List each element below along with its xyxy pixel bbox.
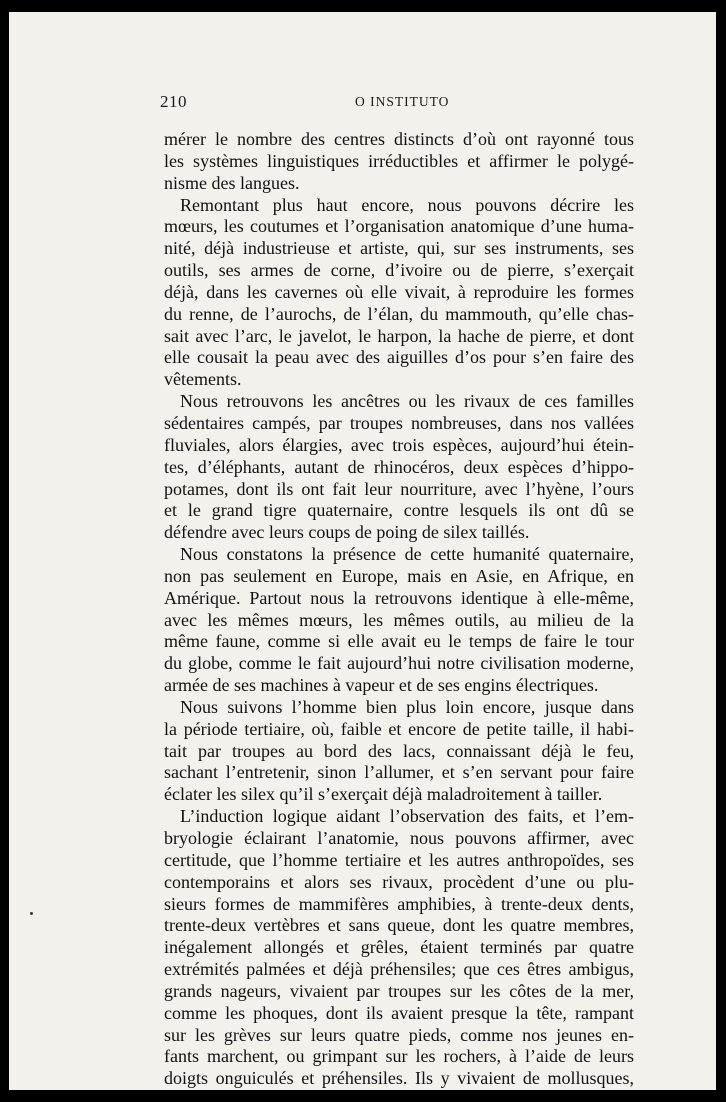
page-number: 210 bbox=[160, 92, 187, 111]
text-line: contemporains et alors ses rivaux, procèdent d’une ou plu- bbox=[164, 871, 634, 892]
text-line: trente-deux vertèbres et sans queue, dont les quatre membres, bbox=[164, 915, 634, 936]
text-line: Remontant plus haut encore, nous pouvons décrire les bbox=[180, 194, 634, 215]
text-line: certitude, que l’homme tertiaire et les autres anthropoïdes, ses bbox=[164, 849, 634, 870]
text-line: défendre avec leurs coups de poing de silex taillés. bbox=[164, 522, 530, 543]
page-header bbox=[160, 92, 636, 112]
text-line: du renne, de l’aurochs, de l’élan, du mammouth, qu’elle chas- bbox=[164, 303, 634, 324]
margin-speck bbox=[30, 912, 33, 915]
text-line: inégalement allongés et grêles, étaient terminés par quatre bbox=[164, 937, 634, 958]
text-line: comme les phoques, dont ils avaient presque la tête, rampant bbox=[164, 1002, 634, 1023]
text-line: vêtements. bbox=[164, 369, 242, 390]
text-line: éclater les silex qu’il s’exerçait déjà maladroitement à tailler. bbox=[164, 784, 603, 805]
text-line: nité, déjà industrieuse et artiste, qui, sur ses instruments, ses bbox=[164, 238, 634, 259]
text-line: Nous retrouvons les ancêtres ou les rivaux de ces familles bbox=[180, 391, 634, 412]
text-line: mérer le nombre des centres distincts d’où ont rayonné tous bbox=[164, 129, 634, 149]
text-line: extrémités palmées et déjà préhensiles; que ces êtres ambigus, bbox=[164, 959, 634, 980]
text-line: avec les mêmes mœurs, les mêmes outils, au milieu de la bbox=[164, 609, 634, 630]
text-line: sieurs formes de mammifères amphibies, à trente-deux dents, bbox=[164, 893, 634, 914]
text-line: non pas seulement en Europe, mais en Asie, en Afrique, en bbox=[164, 565, 634, 586]
text-line: Nous constatons la présence de cette humanité quaternaire, bbox=[180, 544, 634, 565]
text-line: L’induction logique aidant l’observation des faits, et l’em- bbox=[180, 806, 634, 827]
text-line: les systèmes linguistiques irréductibles et affirmer le polygé- bbox=[164, 150, 634, 171]
running-title: O INSTITUTO bbox=[355, 94, 450, 109]
text-line: sachant l’entretenir, sinon l’allumer, et s’en servant pour faire bbox=[164, 762, 634, 783]
text-line: et le grand tigre quaternaire, contre lesquels ils ont dû se bbox=[164, 500, 634, 521]
text-line: Nous suivons l’homme bien plus loin encore, jusque dans bbox=[180, 696, 634, 717]
text-line: armée de ses machines à vapeur et de ses engins électriques. bbox=[164, 675, 599, 696]
text-line: sur les grèves sur leurs quatre pieds, comme nos jeunes en- bbox=[164, 1024, 634, 1045]
text-line: doigts onguiculés et préhensiles. Ils y vivaient de mollusques, bbox=[164, 1068, 634, 1089]
text-line: fants marchent, ou grimpant sur les rochers, à l’aide de leurs bbox=[164, 1046, 634, 1067]
body-text bbox=[164, 129, 634, 1090]
text-line: sédentaires campés, par troupes nombreuses, dans nos vallées bbox=[164, 412, 634, 433]
text-line: la période tertiaire, où, faible et encore de petite taille, il habi- bbox=[164, 718, 634, 739]
text-line: déjà, dans les cavernes où elle vivait, à reproduire les formes bbox=[164, 281, 634, 302]
text-line: mœurs, les coutumes et l’organisation anatomique d’une huma- bbox=[164, 216, 634, 237]
text-line: Amérique. Partout nous la retrouvons identique à elle-même, bbox=[164, 587, 634, 608]
text-line: du globe, comme le fait aujourd’hui notre civilisation moderne, bbox=[164, 653, 634, 674]
text-line: tes, d’éléphants, autant de rhinocéros, deux espèces d’hippo- bbox=[164, 456, 634, 477]
text-line: même faune, comme si elle avait eu le temps de faire le tour bbox=[164, 631, 634, 652]
text-line: bryologie éclairant l’anatomie, nous pouvons affirmer, avec bbox=[164, 828, 634, 848]
text-line: nisme des langues. bbox=[164, 172, 300, 193]
text-line: elle cousait la peau avec des aiguilles d’os pour s’en faire des bbox=[164, 347, 634, 368]
text-line: grands nageurs, vivaient par troupes sur les côtes de la mer, bbox=[164, 980, 634, 1001]
text-line: fluviales, alors élargies, avec trois espèces, aujourd’hui étein- bbox=[164, 434, 634, 455]
text-line: tait par troupes au bord des lacs, connaissant déjà le feu, bbox=[164, 740, 634, 761]
text-line: potames, dont ils ont fait leur nourriture, avec l’hyène, l’ours bbox=[164, 478, 634, 499]
text-line: outils, ses armes de corne, d’ivoire ou de pierre, s’exerçait bbox=[164, 260, 634, 281]
text-line: sait avec l’arc, le javelot, le harpon, la hache de pierre, et dont bbox=[164, 325, 634, 346]
